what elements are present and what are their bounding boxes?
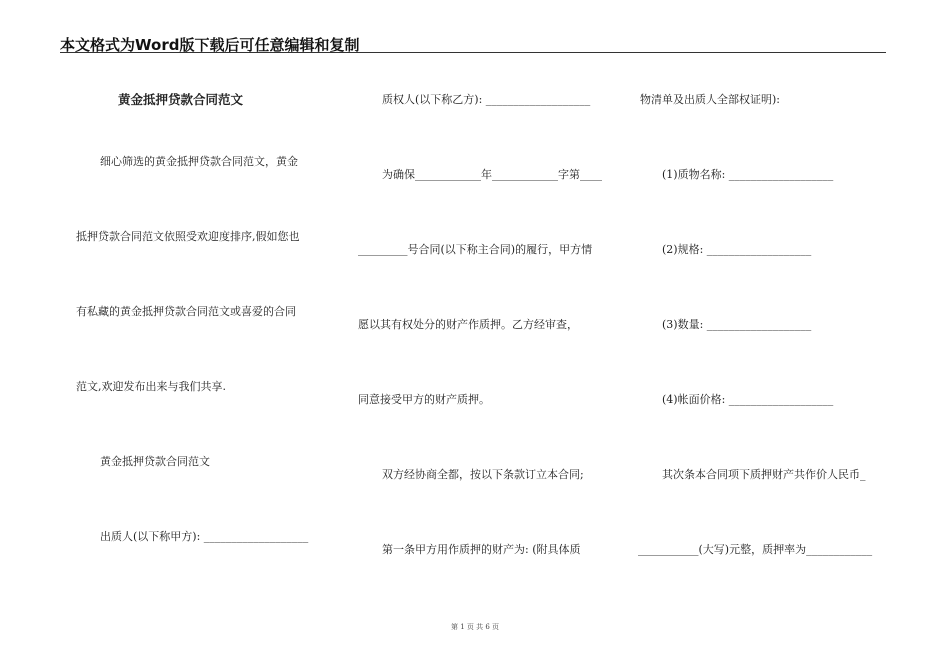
pledgee-line: 质权人(以下称乙方): ___________________ [382,93,591,106]
doc-title: 黄金抵押贷款合同范文 [118,92,244,107]
item-quantity-line: (3)数量: ___________________ [662,318,812,331]
intro-line-1: 细心筛选的黄金抵押贷款合同范文，黄金 [100,155,298,168]
item-book-value-line: (4)帐面价格: ___________________ [662,393,834,406]
item-spec-line: (2)规格: ___________________ [662,243,812,256]
page-number: 第 1 页 共 6 页 [450,623,500,631]
contract-line-4: 同意接受甲方的财产质押。 [358,393,490,406]
header-title: 本文格式为Word版下载后可任意编辑和复制 [60,36,360,54]
contract-line-1: 为确保____________年____________字第____ [382,168,602,181]
item-name-line: (1)质物名称: ___________________ [662,168,834,181]
article-2-line: 其次条本合同项下质押财产共作价人民币_ [662,468,866,481]
contract-line-5: 双方经协商全都，按以下条款订立本合同; [382,468,584,481]
pledge-rate-line: ___________(大写)元整，质押率为____________ [638,543,873,556]
pledgor-line: 出质人(以下称甲方): ___________________ [100,530,309,543]
header-divider [60,52,886,53]
pledge-list-line: 物清单及出质人全部权证明): [640,93,780,106]
contract-line-3: 愿以其有权处分的财产作质押。乙方经审查， [358,318,578,331]
section-subtitle: 黄金抵押贷款合同范文 [100,455,210,468]
intro-line-4: 范文,欢迎发布出来与我们共享. [76,380,226,393]
contract-line-2: _________号合同(以下称主合同)的履行，甲方情 [358,243,593,256]
intro-line-3: 有私藏的黄金抵押贷款合同范文或喜爱的合同 [76,305,296,318]
intro-line-2: 抵押贷款合同范文依照受欢迎度排序,假如您也 [76,230,300,243]
article-1-line: 第一条甲方用作质押的财产为: (附具体质 [382,543,581,556]
